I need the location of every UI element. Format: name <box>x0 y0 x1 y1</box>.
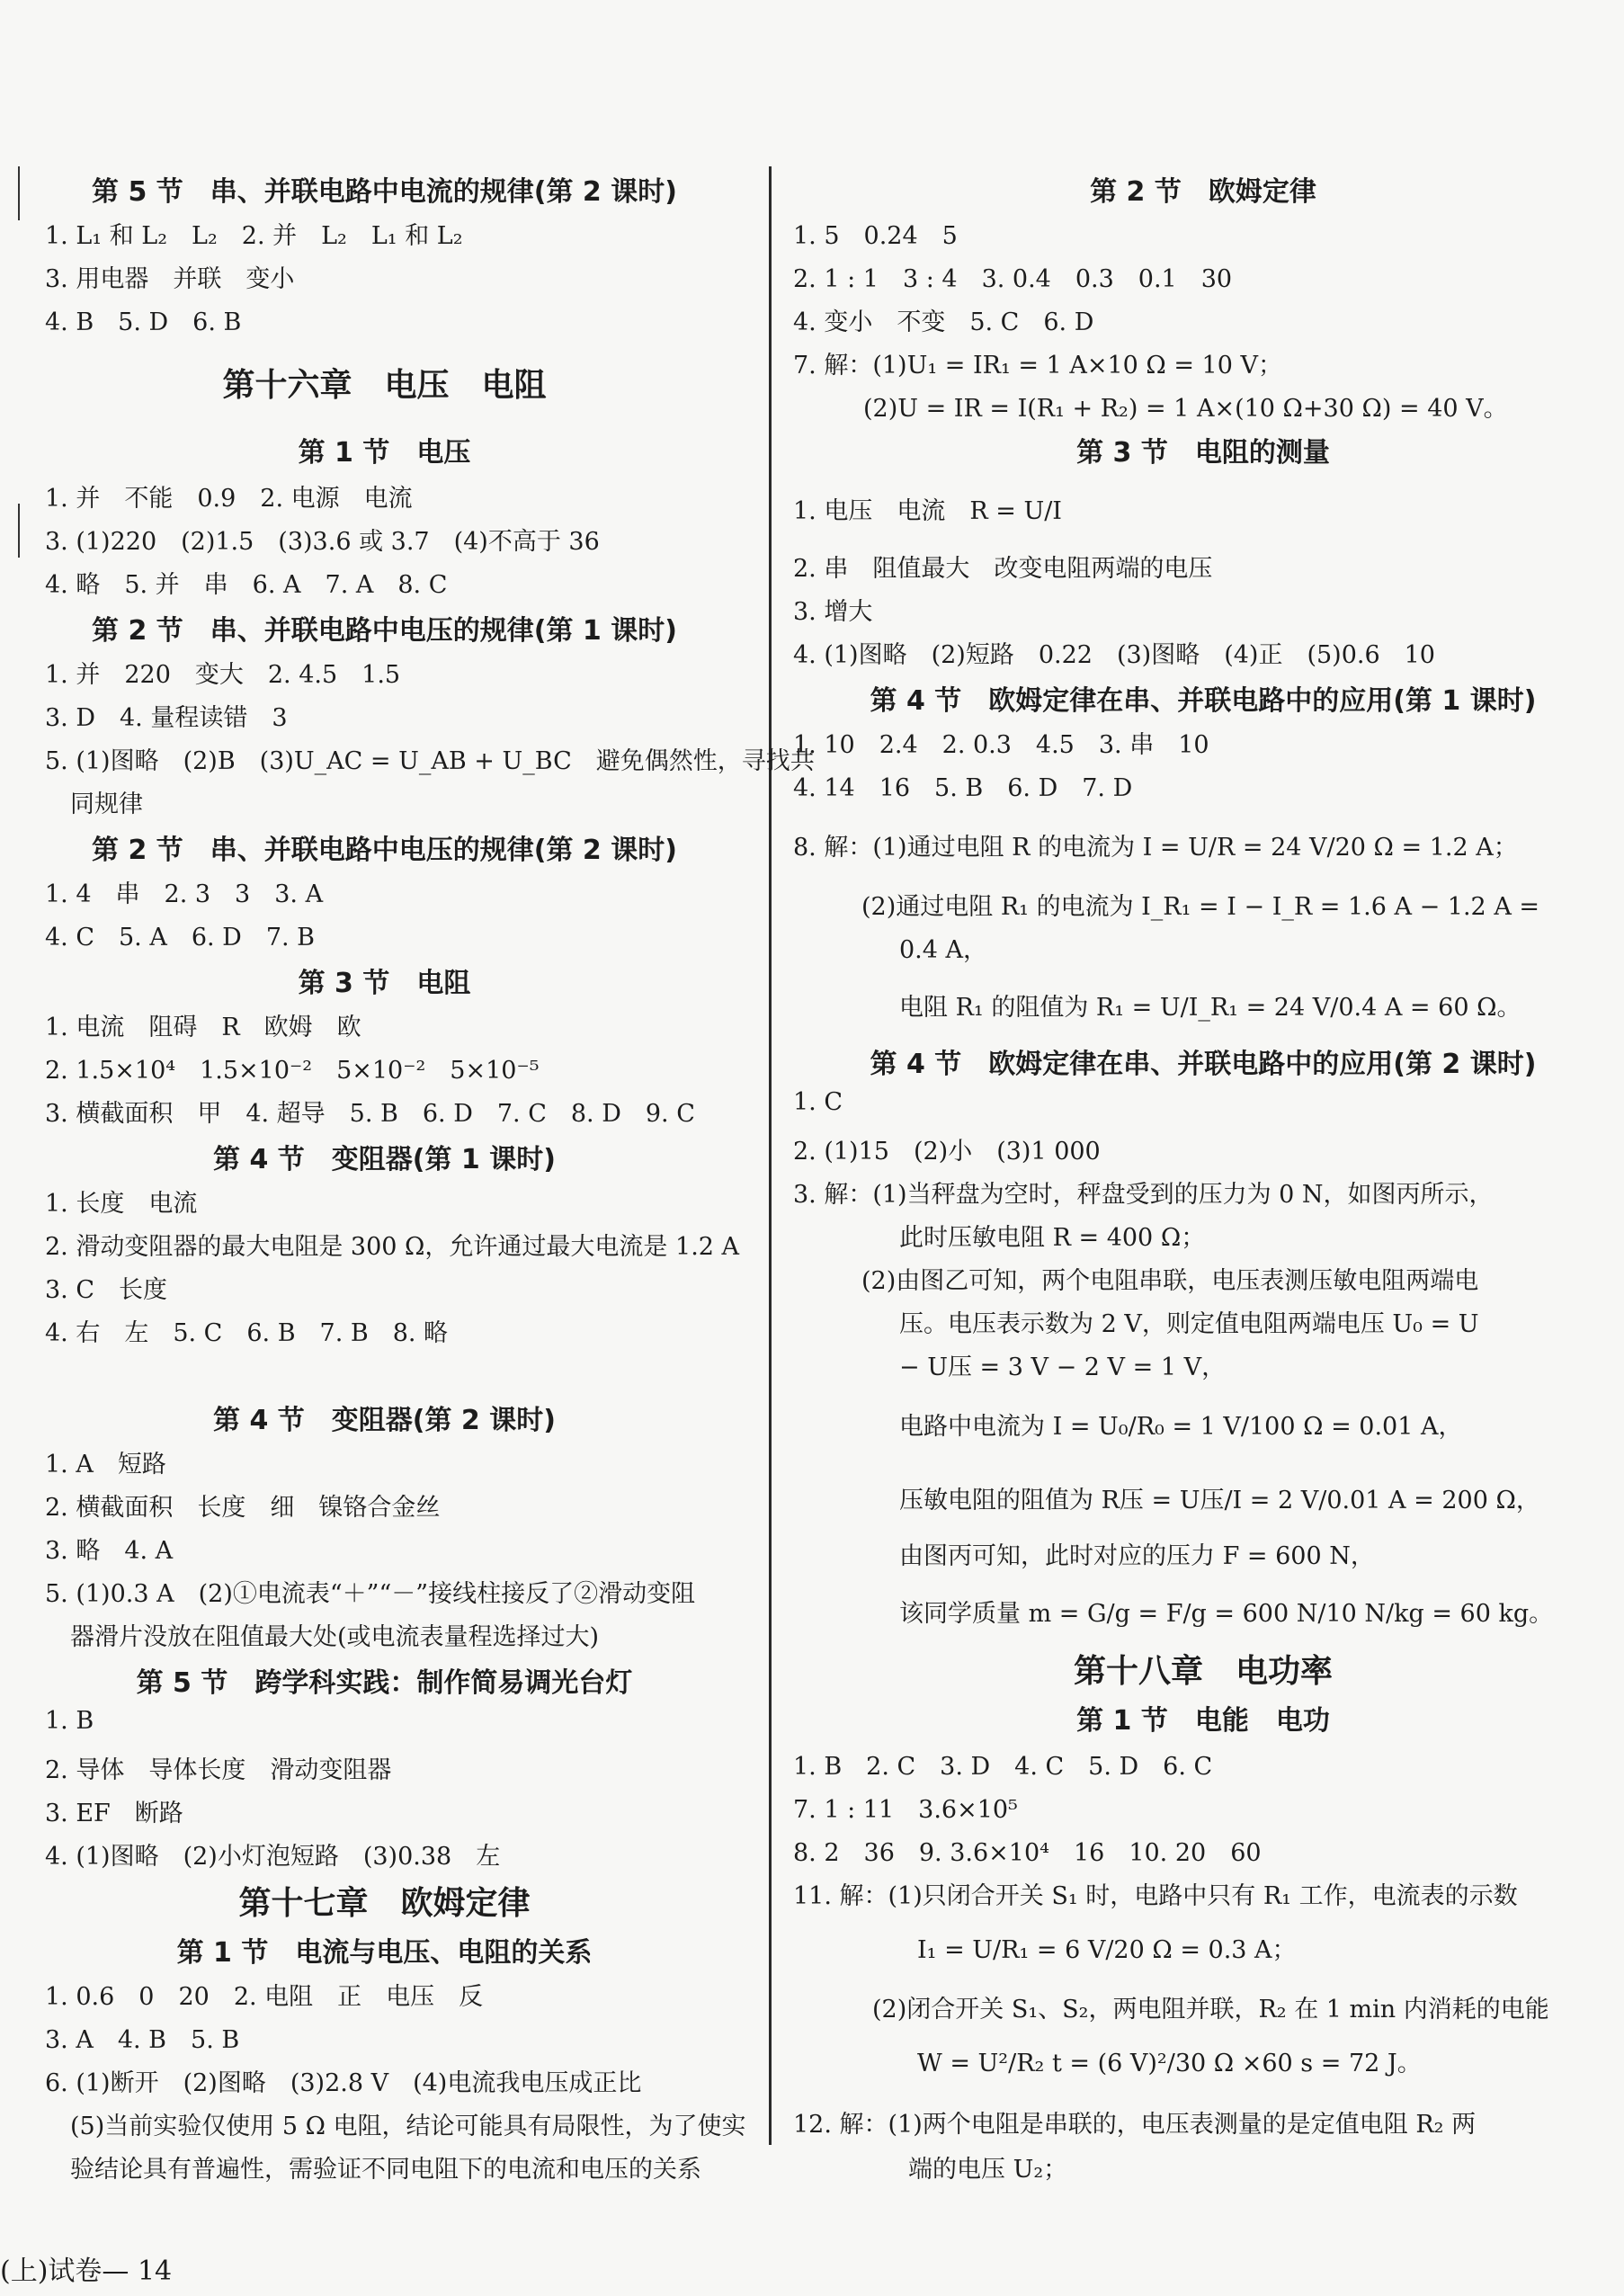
answer-line: (2)U = IR = I(R₁ + R₂) = 1 A×(10 Ω+30 Ω) = 40 V。 <box>863 395 1508 423</box>
answer-line: 1. 电压 电流 R = U/I <box>793 497 1062 525</box>
answer-line: 2. 1 : 1 3 : 4 3. 0.4 0.3 0.1 30 <box>793 265 1233 293</box>
answer-line: 压。电压表示数为 2 V，则定值电阻两端电压 U₀ = U <box>899 1310 1479 1338</box>
answer-line: 1. 电流 阻碍 R 欧姆 欧 <box>45 1014 361 1041</box>
answer-line: 1. B <box>45 1707 94 1735</box>
section-heading: 第 1 节 电流与电压、电阻的关系 <box>176 1937 593 1969</box>
answer-line: 4. 变小 不变 5. C 6. D <box>793 308 1094 336</box>
answer-line: 2. 导体 导体长度 滑动变阻器 <box>45 1756 392 1784</box>
answer-line: 4. C 5. A 6. D 7. B <box>45 924 316 951</box>
answer-line: 器滑片没放在阻值最大处(或电流表量程选择过大) <box>70 1623 600 1651</box>
section-heading: 第 4 节 欧姆定律在串、并联电路中的应用(第 1 课时) <box>870 685 1537 717</box>
answer-line: (2)闭合开关 S₁、S₂，两电阻并联，R₂ 在 1 min 内消耗的电能 <box>872 1996 1549 2024</box>
answer-line: 同规律 <box>70 791 143 818</box>
answer-line: 电阻 R₁ 的阻值为 R₁ = U/I_R₁ = 24 V/0.4 A = 60 Ω。 <box>899 994 1521 1022</box>
answer-line: 1. 5 0.24 5 <box>793 222 958 250</box>
answer-line: 2. 滑动变阻器的最大电阻是 300 Ω，允许通过最大电流是 1.2 A <box>45 1233 740 1261</box>
answer-line: 3. EF 断路 <box>45 1800 183 1827</box>
answer-line: (2)通过电阻 R₁ 的电流为 I_R₁ = I − I_R = 1.6 A − 1.2 A = <box>861 893 1540 921</box>
answer-line: 12. 解：(1)两个电阻是串联的，电压表测量的是定值电阻 R₂ 两 <box>793 2111 1477 2139</box>
answer-line: 4. B 5. D 6. B <box>45 308 242 336</box>
section-heading: 第 4 节 变阻器(第 2 课时) <box>213 1405 556 1436</box>
section-heading: 第 1 节 电压 <box>298 437 471 469</box>
answer-line: 2. 1.5×10⁴ 1.5×10⁻² 5×10⁻² 5×10⁻⁵ <box>45 1057 540 1085</box>
answer-line: 7. 1 : 11 3.6×10⁵ <box>793 1796 1018 1824</box>
answer-line: 1. 0.6 0 20 2. 电阻 正 电压 反 <box>45 1983 484 2011</box>
answer-line: 1. 并 220 变大 2. 4.5 1.5 <box>45 661 401 689</box>
answer-line: 1. 10 2.4 2. 0.3 4.5 3. 串 10 <box>793 731 1209 759</box>
answer-line: (5)当前实验仅使用 5 Ω 电阻，结论可能具有局限性，为了使实 <box>70 2113 746 2140</box>
answer-line: 8. 解：(1)通过电阻 R 的电流为 I = U/R = 24 V/20 Ω = 1.2 A； <box>793 834 1518 862</box>
answer-line: 端的电压 U₂； <box>908 2156 1068 2184</box>
chapter-heading: 第十六章 电压 电阻 <box>222 367 547 404</box>
answer-line: (2)由图乙可知，两个电阻串联，电压表测压敏电阻两端电 <box>861 1267 1479 1295</box>
answer-line: 3. A 4. B 5. B <box>45 2026 240 2054</box>
chapter-heading: 第十八章 电功率 <box>1073 1653 1333 1690</box>
answer-line: 1. 长度 电流 <box>45 1190 198 1218</box>
section-heading: 第 3 节 电阻 <box>298 968 471 999</box>
answer-line: 5. (1)图略 (2)B (3)U_AC = U_AB + U_BC 避免偶然性，寻找共 <box>45 747 815 775</box>
answer-line: 1. B 2. C 3. D 4. C 5. D 6. C <box>793 1753 1213 1781</box>
answer-line: 1. 并 不能 0.9 2. 电源 电流 <box>45 485 413 513</box>
chapter-heading: 第十七章 欧姆定律 <box>238 1885 531 1922</box>
answer-line: 3. (1)220 (2)1.5 (3)3.6 或 3.7 (4)不高于 36 <box>45 528 600 556</box>
answer-line: 验结论具有普遍性，需验证不同电阻下的电流和电压的关系 <box>70 2156 701 2184</box>
answer-line: 此时压敏电阻 R = 400 Ω； <box>899 1224 1206 1252</box>
answer-line: 电路中电流为 I = U₀/R₀ = 1 V/100 Ω = 0.01 A， <box>899 1413 1463 1441</box>
answer-line: 压敏电阻的阻值为 R压 = U压/I = 2 V/0.01 A = 200 Ω， <box>899 1487 1540 1514</box>
margin-tick <box>18 504 20 558</box>
answer-line: 1. A 短路 <box>45 1451 166 1479</box>
answer-line: 7. 解：(1)U₁ = IR₁ = 1 A×10 Ω = 10 V； <box>793 352 1282 380</box>
page-footer: (上)试卷— 14 <box>0 2256 173 2287</box>
answer-line: 2. (1)15 (2)小 (3)1 000 <box>793 1138 1101 1166</box>
answer-line: 4. 略 5. 并 串 6. A 7. A 8. C <box>45 571 448 599</box>
answer-line: 1. 4 串 2. 3 3 3. A <box>45 880 324 908</box>
answer-line: 4. (1)图略 (2)小灯泡短路 (3)0.38 左 <box>45 1843 501 1871</box>
section-heading: 第 2 节 串、并联电路中电压的规律(第 1 课时) <box>92 615 677 647</box>
section-heading: 第 1 节 电能 电功 <box>1076 1705 1330 1737</box>
section-heading: 第 3 节 电阻的测量 <box>1076 437 1330 469</box>
section-heading: 第 2 节 欧姆定律 <box>1090 176 1316 208</box>
answer-line: 1. C <box>793 1088 843 1116</box>
answer-line: 3. 用电器 并联 变小 <box>45 265 295 293</box>
section-heading: 第 4 节 欧姆定律在串、并联电路中的应用(第 2 课时) <box>870 1049 1537 1080</box>
answer-line: 该同学质量 m = G/g = F/g = 600 N/10 N/kg = 60 kg。 <box>899 1600 1554 1628</box>
answer-line: 3. C 长度 <box>45 1276 168 1304</box>
answer-line: 8. 2 36 9. 3.6×10⁴ 16 10. 20 60 <box>793 1839 1262 1867</box>
answer-line: 3. 略 4. A <box>45 1537 174 1565</box>
answer-line: 3. 解：(1)当秤盘为空时，秤盘受到的压力为 0 N，如图丙所示， <box>793 1181 1494 1209</box>
answer-line: I₁ = U/R₁ = 6 V/20 Ω = 0.3 A； <box>917 1936 1297 1964</box>
section-heading: 第 4 节 变阻器(第 1 课时) <box>213 1144 556 1175</box>
answer-line: 4. 14 16 5. B 6. D 7. D <box>793 774 1133 802</box>
answer-line: − U压 = 3 V − 2 V = 1 V， <box>899 1353 1227 1381</box>
answer-line: 11. 解：(1)只闭合开关 S₁ 时，电路中只有 R₁ 工作，电流表的示数 <box>793 1882 1518 1910</box>
section-heading: 第 5 节 跨学科实践：制作简易调光台灯 <box>136 1667 633 1699</box>
answer-line: 由图丙可知，此时对应的压力 F = 600 N， <box>899 1542 1375 1570</box>
answer-line: 2. 横截面积 长度 细 镍铬合金丝 <box>45 1494 441 1522</box>
answer-line: 5. (1)0.3 A (2)①电流表“＋”“－”接线柱接反了②滑动变阻 <box>45 1580 696 1608</box>
answer-line: W = U²/R₂ t = (6 V)²/30 Ω ×60 s = 72 J。 <box>917 2050 1422 2077</box>
section-heading: 第 5 节 串、并联电路中电流的规律(第 2 课时) <box>92 176 677 208</box>
section-heading: 第 2 节 串、并联电路中电压的规律(第 2 课时) <box>92 835 677 866</box>
answer-line: 3. 增大 <box>793 598 873 626</box>
answer-line: 1. L₁ 和 L₂ L₂ 2. 并 L₂ L₁ 和 L₂ <box>45 222 463 250</box>
answer-line: 4. 右 左 5. C 6. B 7. B 8. 略 <box>45 1319 449 1347</box>
answer-line: 0.4 A， <box>899 936 988 964</box>
answer-line: 6. (1)断开 (2)图略 (3)2.8 V (4)电流我电压成正比 <box>45 2069 642 2097</box>
answer-line: 3. D 4. 量程读错 3 <box>45 704 288 732</box>
answer-line: 2. 串 阻值最大 改变电阻两端的电压 <box>793 555 1213 583</box>
answer-line: 4. (1)图略 (2)短路 0.22 (3)图略 (4)正 (5)0.6 10 <box>793 641 1435 669</box>
answer-line: 3. 横截面积 甲 4. 超导 5. B 6. D 7. C 8. D 9. C <box>45 1100 695 1128</box>
column-divider <box>769 166 772 2145</box>
